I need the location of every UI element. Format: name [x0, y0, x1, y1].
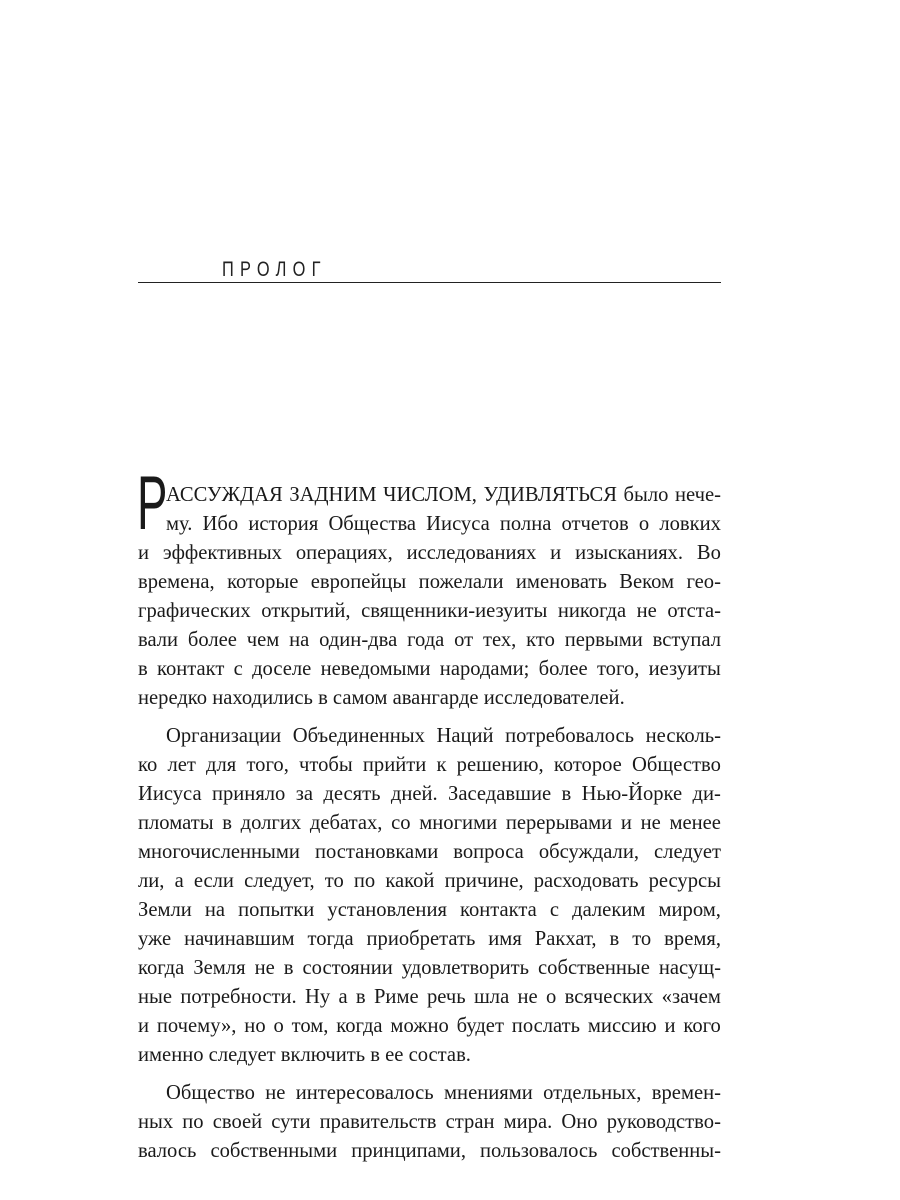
word: неведомыми	[320, 658, 431, 680]
word: полна	[499, 513, 552, 535]
word: один-два	[319, 629, 398, 651]
word: открытий,	[261, 600, 351, 622]
word: когда	[336, 1015, 383, 1037]
word: интересовалось	[295, 1082, 434, 1104]
text-line	[138, 836, 721, 868]
word: чем	[246, 629, 280, 651]
word: чтобы	[299, 754, 353, 776]
word: а	[338, 986, 348, 1008]
word: отдельных,	[543, 1082, 642, 1104]
word: АССУЖДАЯ	[166, 484, 283, 506]
word: Нью-Йорке	[581, 783, 683, 805]
word: и	[138, 542, 150, 564]
word: исследованиях	[406, 542, 537, 564]
word: история	[248, 513, 319, 535]
word: ные	[138, 986, 172, 1008]
word: начинавшим	[184, 928, 295, 950]
word: собственными	[210, 1140, 338, 1162]
word: то	[632, 928, 652, 950]
word: ресурсы	[648, 870, 721, 892]
text-line	[138, 865, 721, 897]
word: священники-иезуиты	[361, 600, 548, 622]
word: изысканиях.	[575, 542, 684, 564]
word: не	[254, 957, 275, 979]
word: Веком	[619, 571, 675, 593]
text-line	[138, 566, 721, 598]
word: более	[538, 658, 588, 680]
word: не	[517, 986, 538, 1008]
word: ли,	[138, 870, 165, 892]
word: но	[244, 1015, 266, 1037]
word: Во	[696, 542, 721, 564]
word: о	[546, 986, 557, 1008]
word: имя	[488, 928, 522, 950]
word: расходовать	[533, 870, 639, 892]
word: насущ-	[658, 957, 721, 979]
word: на	[289, 629, 310, 651]
chapter-title: ПРОЛОГ	[222, 258, 327, 281]
text-line	[138, 807, 721, 839]
text-line	[138, 894, 721, 926]
word: гео-	[686, 571, 721, 593]
word: эффективных	[162, 542, 282, 564]
word: к	[436, 754, 447, 776]
word: следует,	[244, 870, 315, 892]
word: по	[182, 1111, 204, 1133]
word: Оно	[561, 1111, 598, 1133]
word: вступал	[652, 629, 721, 651]
word: дебатах,	[309, 812, 383, 834]
word: вопроса	[453, 841, 524, 863]
word: и	[620, 812, 632, 834]
word: прийти	[362, 754, 427, 776]
word: уже	[138, 928, 172, 950]
word: доселе	[252, 658, 312, 680]
word: Наций	[436, 725, 494, 747]
word: которые	[227, 571, 299, 593]
text-line	[138, 653, 721, 685]
text-line	[138, 778, 721, 810]
word: Объединенных	[292, 725, 425, 747]
word: валось	[138, 1140, 197, 1162]
word: времен-	[651, 1082, 721, 1104]
word: Общество	[166, 1082, 255, 1104]
word: какой	[385, 870, 435, 892]
word: Общества	[328, 513, 417, 535]
word: долгих	[240, 812, 302, 834]
word: никогда	[557, 600, 627, 622]
text-line	[138, 537, 721, 569]
word: в	[355, 986, 366, 1008]
text-line	[138, 595, 721, 627]
word: для	[206, 754, 237, 776]
word: Земля	[193, 957, 246, 979]
word: ЧИСЛОМ,	[383, 484, 477, 506]
word: состоянии	[302, 957, 393, 979]
word: принципами,	[351, 1140, 466, 1162]
word: Заседавшие	[448, 783, 552, 805]
word: время,	[664, 928, 721, 950]
word: му.	[166, 513, 193, 535]
word: ко	[138, 754, 158, 776]
word: вали	[138, 629, 179, 651]
word: можно	[390, 1015, 449, 1037]
word: перерывами	[505, 812, 613, 834]
word: руководство-	[606, 1111, 721, 1133]
word: пожелали	[418, 571, 504, 593]
word: попытки	[238, 899, 315, 921]
word: ных	[138, 1111, 174, 1133]
word: а	[174, 870, 184, 892]
word: шла	[473, 986, 510, 1008]
word: в	[138, 658, 148, 680]
text-line	[138, 1106, 721, 1138]
word: народами;	[439, 658, 530, 680]
word: тех,	[482, 629, 517, 651]
word: менее	[669, 812, 721, 834]
word: приобретать	[366, 928, 476, 950]
word: следует	[654, 841, 721, 863]
text-line	[138, 624, 721, 656]
word: с	[549, 899, 560, 921]
word: Ракхат,	[534, 928, 597, 950]
text-line	[138, 923, 721, 955]
word: и	[138, 1015, 150, 1037]
drop-cap: Р	[137, 461, 168, 546]
word: иезуиты	[648, 658, 721, 680]
word: собственные	[538, 957, 650, 979]
word: если	[193, 870, 234, 892]
word: европейцы	[310, 571, 407, 593]
word: именно следует включить в ее состав.	[138, 1044, 471, 1066]
word: дней.	[390, 783, 438, 805]
word: пломаты	[138, 812, 214, 834]
text-line	[138, 682, 721, 714]
text-line	[138, 749, 721, 781]
word: почему»,	[156, 1015, 237, 1037]
text-line	[138, 1135, 721, 1167]
word: своей	[212, 1111, 263, 1133]
word: многочисленными	[138, 841, 300, 863]
word: будет	[456, 1015, 504, 1037]
word: о	[638, 513, 650, 535]
word: собственны-	[611, 1140, 721, 1162]
word: установления	[327, 899, 447, 921]
word: со	[391, 812, 411, 834]
word: приняло	[211, 783, 286, 805]
word: нередко находились в самом авангарде исследователей.	[138, 687, 625, 709]
word: кого	[683, 1015, 721, 1037]
word: первыми	[564, 629, 643, 651]
word: пользовалось	[480, 1140, 598, 1162]
text-line	[138, 981, 721, 1013]
text-line	[138, 952, 721, 984]
word: правительств	[319, 1111, 437, 1133]
word: с	[233, 658, 243, 680]
chapter-title-rule	[138, 282, 721, 283]
word: о	[273, 1015, 284, 1037]
word: и	[550, 542, 562, 564]
word: мира.	[503, 1111, 553, 1133]
word: года	[407, 629, 445, 651]
word: не	[265, 1082, 286, 1104]
word: УДИВЛЯТЬСЯ	[483, 484, 617, 506]
word: когда	[138, 957, 185, 979]
word: «зачем	[661, 986, 721, 1008]
text-line	[166, 720, 721, 752]
word: было	[623, 484, 669, 506]
word: в	[222, 812, 232, 834]
word: отчетов	[561, 513, 629, 535]
word: многими	[419, 812, 498, 834]
word: нече-	[674, 484, 721, 506]
word: ЗАДНИМ	[289, 484, 377, 506]
word: обсуждали,	[538, 841, 640, 863]
word: потребности.	[180, 986, 297, 1008]
text-line	[166, 508, 721, 540]
word: послать	[511, 1015, 581, 1037]
word: того,	[246, 754, 289, 776]
word: которое	[553, 754, 622, 776]
word: ловких	[659, 513, 721, 535]
word: и	[664, 1015, 676, 1037]
word: в	[609, 928, 620, 950]
word: не	[636, 600, 657, 622]
word: Иисуса	[138, 783, 202, 805]
word: отста-	[667, 600, 721, 622]
word: стран	[445, 1111, 495, 1133]
word: того,	[596, 658, 640, 680]
word: более	[187, 629, 237, 651]
word: контакта	[460, 899, 537, 921]
word: операциях,	[295, 542, 393, 564]
word: Ибо	[202, 513, 239, 535]
word: тогда	[307, 928, 354, 950]
word: именовать	[515, 571, 607, 593]
text-line	[166, 479, 721, 511]
word: речь	[426, 986, 466, 1008]
word: Организации	[166, 725, 282, 747]
word: всяческих	[564, 986, 654, 1008]
word: Ну	[304, 986, 331, 1008]
word: удовлетворить	[401, 957, 530, 979]
text-line	[166, 1077, 721, 1109]
word: сути	[271, 1111, 311, 1133]
word: далеким	[572, 899, 646, 921]
word: в	[561, 783, 572, 805]
word: графических	[138, 600, 251, 622]
word: Иисуса	[426, 513, 490, 535]
word: решению,	[456, 754, 544, 776]
word: ди-	[692, 783, 721, 805]
word: десять	[323, 783, 381, 805]
word: Риме	[373, 986, 419, 1008]
word: постановками	[314, 841, 439, 863]
word: по	[353, 870, 376, 892]
word: от	[454, 629, 474, 651]
word: не	[640, 812, 661, 834]
word: мнениями	[444, 1082, 533, 1104]
word: миссию	[587, 1015, 657, 1037]
word: Общество	[632, 754, 721, 776]
word: за	[295, 783, 313, 805]
word: лет	[167, 754, 196, 776]
word: потребовалось	[505, 725, 635, 747]
word: времена,	[138, 571, 215, 593]
word: миром,	[658, 899, 721, 921]
word: причине,	[444, 870, 524, 892]
word: то	[324, 870, 344, 892]
word: на	[204, 899, 226, 921]
text-line	[138, 1010, 721, 1042]
word: кто	[526, 629, 555, 651]
word: в	[283, 957, 294, 979]
text-line	[138, 1039, 721, 1071]
word: контакт	[157, 658, 225, 680]
word: Земли	[138, 899, 192, 921]
word: том,	[291, 1015, 329, 1037]
word: несколь-	[645, 725, 721, 747]
